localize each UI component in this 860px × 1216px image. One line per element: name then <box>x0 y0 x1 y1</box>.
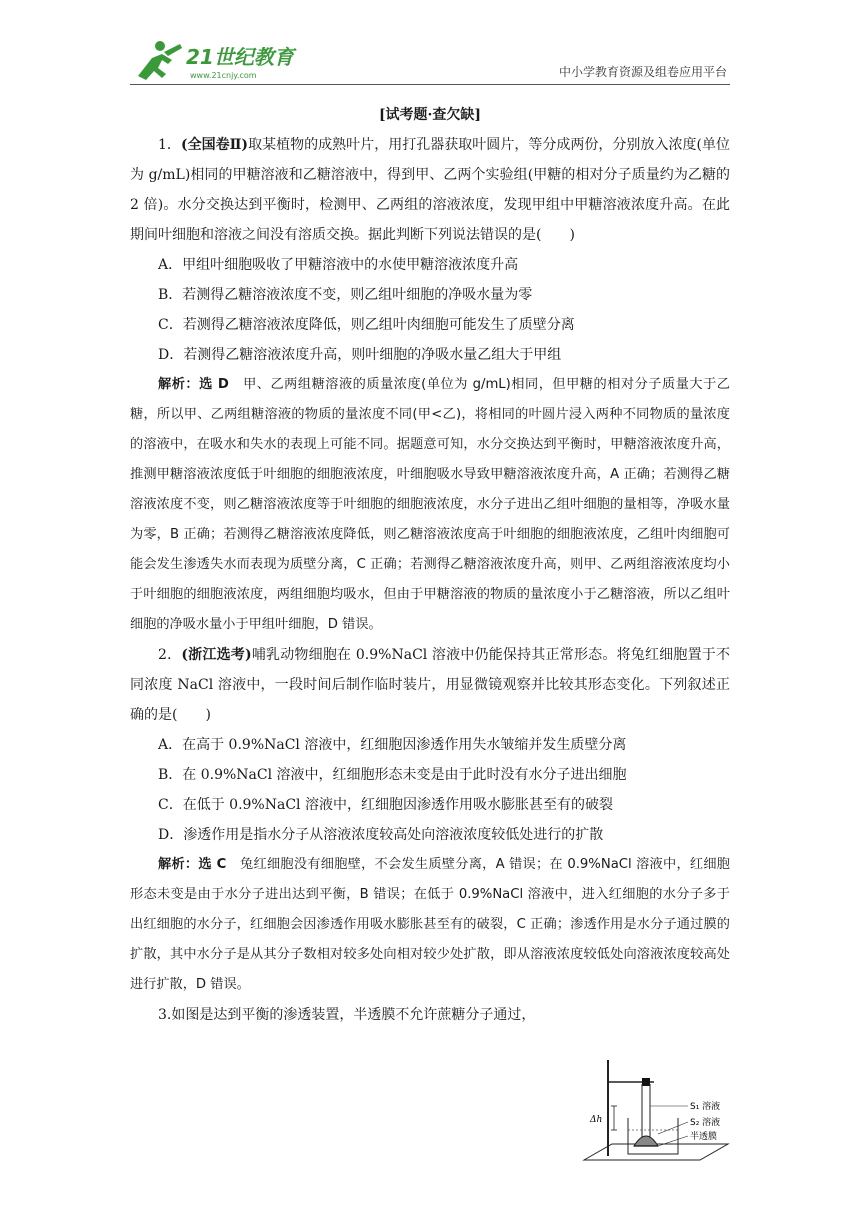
document-body <box>130 100 730 1030</box>
question-1-option-c: C．若测得乙糖溶液浓度降低，则乙组叶肉细胞可能发生了质壁分离 <box>158 317 575 333</box>
question-1-source: (全国卷Ⅱ) <box>180 137 249 153</box>
question-2-option-c: C．在低于 0.9%NaCl 溶液中，红细胞因渗透作用吸水膨胀甚至有的破裂 <box>158 797 613 813</box>
page-header <box>0 0 860 92</box>
osmosis-apparatus-diagram <box>578 1060 738 1170</box>
question-1-stem: 1．(全国卷Ⅱ)取某植物的成熟叶片，用打孔器获取叶圆片，等分成两份，分别放入浓度(单位为 g/mL)相同的甲糖溶液和乙糖溶液中，得到甲、乙两个实验组(甲糖的相对分子质量约为乙糖的 2 倍)。水分交换达到平衡时，检测甲、乙两组的溶液浓度，发现甲组中甲糖溶液浓度升高。在此期间叶细胞和溶液之间没有溶质交换。据此判断下列说法错误的是( ) <box>130 137 730 243</box>
question-1-option-d: D．若测得乙糖溶液浓度升高，则叶细胞的净吸水量乙组大于甲组 <box>158 347 562 363</box>
question-1-option-b: B．若测得乙糖溶液浓度不变，则乙组叶细胞的净吸水量为零 <box>158 287 533 303</box>
s1-solution-label: S₁ 溶液 <box>690 1102 721 1112</box>
question-2-source: (浙江选考) <box>181 647 252 663</box>
header-divider <box>130 84 730 85</box>
logo-text: 21世纪教育 <box>186 45 294 69</box>
question-1-option-a: A．甲组叶细胞吸收了甲糖溶液中的水使甲糖溶液浓度升高 <box>158 257 519 273</box>
question-2-option-a: A．在高于 0.9%NaCl 溶液中，红细胞因渗透作用失水皱缩并发生质壁分离 <box>158 737 627 753</box>
question-2-option-d: D．渗透作用是指水分子从溶液浓度较高处向溶液浓度较低处进行的扩散 <box>158 827 604 843</box>
question-3-stem: 3.如图是达到平衡的渗透装置，半透膜不允许蔗糖分子通过， <box>158 1007 536 1023</box>
s2-solution-label: S₂ 溶液 <box>690 1118 721 1128</box>
site-logo <box>128 38 308 84</box>
delta-h-label: Δh <box>590 1115 603 1125</box>
logo-url: www.21cnjy.com <box>190 71 257 80</box>
question-2-stem: 2．(浙江选考)哺乳动物细胞在 0.9%NaCl 溶液中仍能保持其正常形态。将兔红细胞置于不同浓度 NaCl 溶液中，一段时间后制作临时装片，用显微镜观察并比较其形态变化。下列叙述正确的是( ) <box>130 647 730 723</box>
membrane-label: 半透膜 <box>690 1132 718 1142</box>
question-2-analysis: 解析：选 C 兔红细胞没有细胞壁，不会发生质壁分离，A 错误；在 0.9%NaCl 溶液中，红细胞形态未变是由于水分子进出达到平衡，B 错误；在低于 0.9%NaCl 溶液中，进入红细胞的水分子多于出红细胞的水分子，红细胞会因渗透作用吸水膨胀甚至有的破裂，C 正确；渗透作用是水分子通过膜的扩散，其中水分子是从其分子数相对较多处向相对较少处扩散，即从溶液浓度较低处向溶液浓度较高处进行扩散，D 错误。 <box>130 857 730 992</box>
section-title: [试考题·查欠缺] <box>378 107 482 123</box>
platform-name: 中小学教育资源及组卷应用平台 <box>558 65 727 79</box>
question-2-option-b: B．在 0.9%NaCl 溶液中，红细胞形态未变是由于此时没有水分子进出细胞 <box>158 767 627 783</box>
question-1-analysis: 解析：选 D 甲、乙两组糖溶液的质量浓度(单位为 g/mL)相同，但甲糖的相对分子质量大于乙糖，所以甲、乙两组糖溶液的物质的量浓度不同(甲<乙)，将相同的叶圆片浸入两种不同物质的量浓度的溶液中，在吸水和失水的表现上可能不同。据题意可知，水分交换达到平衡时，甲糖溶液浓度升高，推测甲糖溶液浓度低于叶细胞的细胞液浓度，叶细胞吸水导致甲糖溶液浓度升高，A 正确；若测得乙糖溶液浓度不变，则乙糖溶液浓度等于叶细胞的细胞液浓度，水分子进出乙组叶细胞的量相等，净吸水量为零，B 正确；若测得乙糖溶液浓度降低，则乙糖溶液浓度高于叶细胞的细胞液浓度，乙组叶肉细胞可能会发生渗透失水而表现为质壁分离，C 正确；若测得乙糖溶液浓度升高，则甲、乙两组溶液浓度均小于叶细胞的细胞液浓度，两组细胞均吸水，但由于甲糖溶液的物质的量浓度小于乙糖溶液，所以乙组叶细胞的净吸水量小于甲组叶细胞，D 错误。 <box>130 377 730 632</box>
